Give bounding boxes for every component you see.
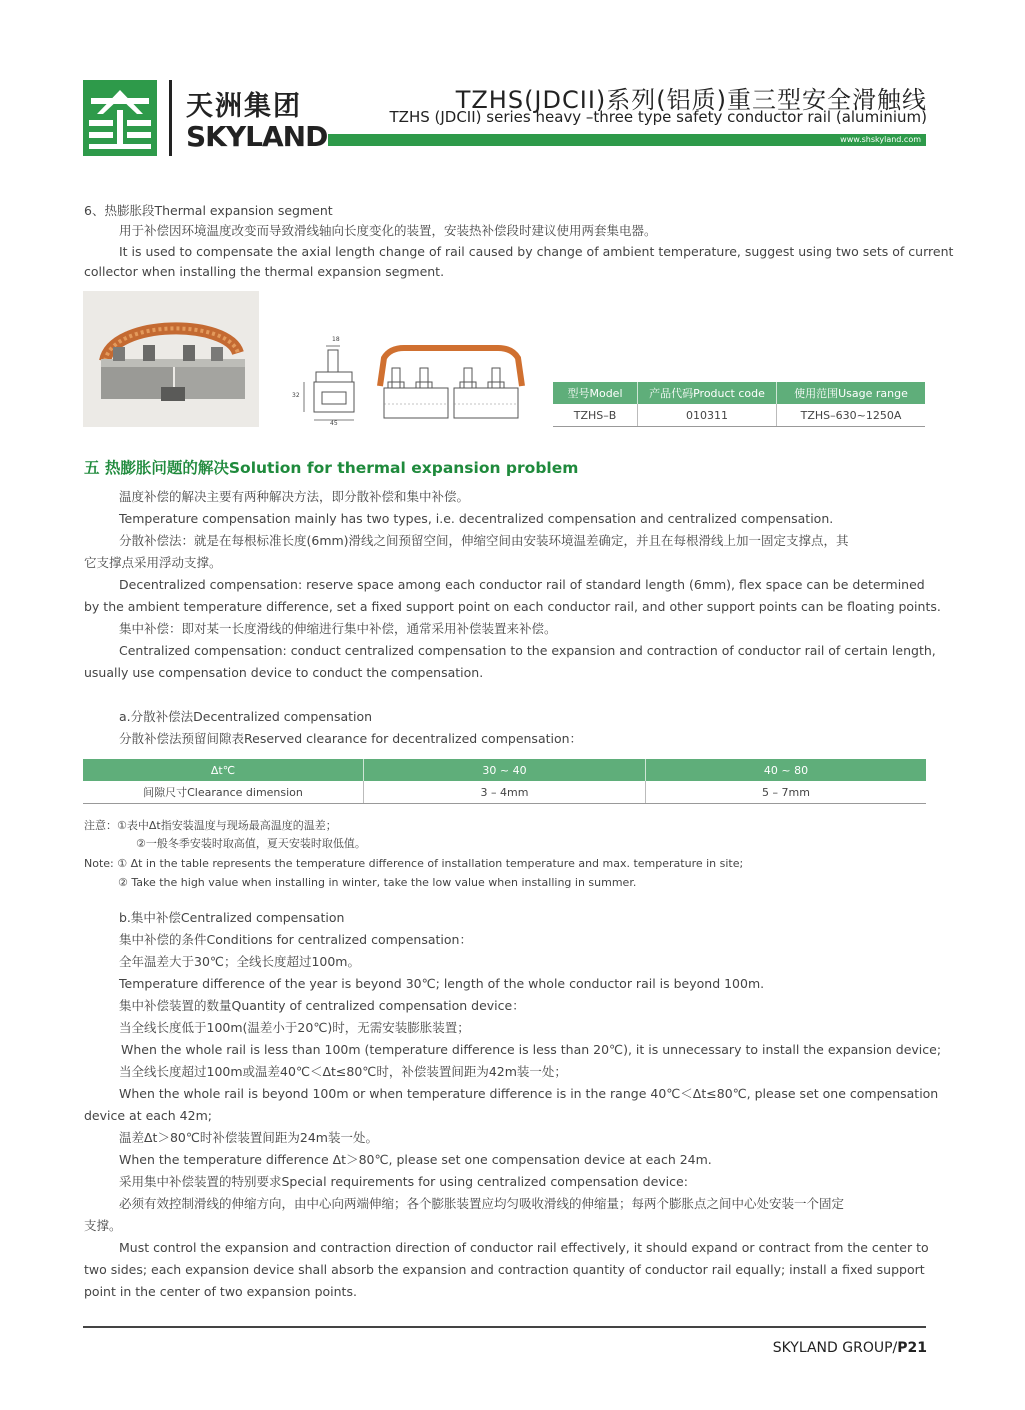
decentral-heading: a.分散补偿法Decentralized compensation	[119, 709, 373, 724]
clearance-table	[83, 759, 926, 804]
table-row	[83, 781, 926, 804]
col-usage: 使用范围Usage range	[777, 382, 926, 404]
central-l13b: two sides; each expansion device shall absorb the expansion and contraction quantity of conductor rail equally; install a fixed support	[84, 1262, 925, 1277]
product-photo	[83, 291, 259, 427]
s5-p2-cn-a: 分散补偿法：就是在每根标准长度(6mm)滑线之间预留空间，伸缩空间由安装环境温差确定，并且在每根滑线上加一固定支撑点，其	[119, 533, 849, 548]
central-l7: 当全线长度超过100m或温差40℃＜Δt≤80℃时，补偿装置间距为42m装一处；	[119, 1064, 567, 1079]
central-l12a: 必须有效控制滑线的伸缩方向，由中心向两端伸缩；各个膨胀装置应均匀吸收滑线的伸缩量；每两个膨胀点之间中心处安装一个固定	[119, 1196, 845, 1211]
central-l12b: 支撑。	[84, 1218, 122, 1233]
central-l13c: point in the center of two expansion points.	[84, 1284, 357, 1299]
note-cn-1: 注意：①表中Δt指安装温度与现场最高温度的温差；	[84, 819, 337, 832]
central-l1: 集中补偿的条件Conditions for centralized compensation：	[119, 932, 472, 947]
product-table	[553, 382, 925, 427]
decentral-caption: 分散补偿法预留间隙表Reserved clearance for decentralized compensation：	[119, 731, 583, 746]
cell-clearance-1: 3 – 4mm	[364, 781, 646, 804]
col-30-40: 30 ~ 40	[364, 759, 646, 781]
central-l5: 当全线长度低于100m(温差小于20℃)时，无需安装膨胀装置；	[119, 1020, 470, 1035]
s5-p1-cn: 温度补偿的解决主要有两种解决方法，即分散补偿和集中补偿。	[119, 489, 470, 504]
page-number: P21	[897, 1340, 927, 1356]
central-l6: When the whole rail is less than 100m (temperature difference is less than 20℃), it is unnecessary to install the expansion device;	[121, 1042, 942, 1057]
footer-divider	[83, 1326, 926, 1328]
col-delta-t: Δt℃	[83, 759, 364, 781]
cell-clearance-label: 间隙尺寸Clearance dimension	[83, 781, 364, 804]
thermal-desc-en-2: collector when installing the thermal expansion segment.	[84, 264, 445, 279]
central-heading: b.集中补偿Centralized compensation	[119, 910, 345, 925]
side-view-drawing	[374, 338, 528, 424]
central-l13a: Must control the expansion and contraction direction of conductor rail effectively, it should expand or contract from the center to	[119, 1240, 929, 1255]
central-l11: 采用集中补偿装置的特别要求Special requirements for using centralized compensation device:	[119, 1174, 688, 1189]
cell-code: 010311	[638, 404, 777, 427]
footer	[773, 1340, 927, 1356]
thermal-desc-cn: 用于补偿因环境温度改变而导致滑线轴向长度变化的装置，安装热补偿段时建议使用两套集电器。	[119, 223, 657, 238]
s5-p3-en-b: usually use compensation device to conduct the compensation.	[84, 665, 484, 680]
logo-divider	[169, 80, 172, 156]
central-l3: Temperature difference of the year is beyond 30℃; length of the whole conductor rail is beyond 100m.	[119, 976, 765, 991]
col-40-80: 40 ~ 80	[646, 759, 927, 781]
dim-bottom: 45	[330, 420, 338, 427]
cell-usage: TZHS–630~1250A	[777, 404, 926, 427]
dim-top: 18	[332, 336, 340, 343]
thermal-heading: 6、热膨胀段Thermal expansion segment	[84, 203, 333, 218]
cell-clearance-2: 5 – 7mm	[646, 781, 927, 804]
thermal-desc-en-1: It is used to compensate the axial length change of rail caused by change of ambient temperature, suggest using two sets of current	[119, 244, 954, 259]
col-model: 型号Model	[553, 382, 638, 404]
page-title-en: TZHS (JDCII) series heavy –three type safety conductor rail (aluminium)	[389, 108, 927, 126]
website-url[interactable]: www.shskyland.com	[840, 135, 921, 144]
footer-group: SKYLAND GROUP/	[772, 1340, 898, 1356]
central-l8a: When the whole rail is beyond 100m or when temperature difference is in the range 40℃＜Δt≤80℃, please set one compensation	[119, 1086, 939, 1101]
s5-p3-cn: 集中补偿：即对某一长度滑线的伸缩进行集中补偿，通常采用补偿装置来补偿。	[119, 621, 557, 636]
brand-name-en: SKYLAND	[186, 120, 328, 153]
header-bar	[328, 134, 926, 146]
s5-p1-en: Temperature compensation mainly has two types, i.e. decentralized compensation and centralized compensation.	[119, 511, 834, 526]
central-l10: When the temperature difference Δt＞80℃, please set one compensation device at each 24m.	[119, 1152, 712, 1167]
section-title: 五 热膨胀问题的解决Solution for thermal expansion problem	[84, 459, 579, 477]
page-title-cn: TZHS(JDCII)系列(铝质)重三型安全滑触线	[455, 86, 927, 114]
s5-p2-en-a: Decentralized compensation: reserve space among each conductor rail of standard length (6mm), flex space can be determined	[119, 577, 925, 592]
central-l8b: device at each 42m;	[84, 1108, 212, 1123]
table-row	[553, 404, 925, 427]
central-l9: 温差Δt＞80℃时补偿装置间距为24m装一处。	[119, 1130, 378, 1145]
s5-p2-en-b: by the ambient temperature difference, set a fixed support point on each conductor rail, and other support points can be floating points.	[84, 599, 941, 614]
cell-model: TZHS–B	[553, 404, 638, 427]
note-en-1: Note: ① Δt in the table represents the temperature difference of installation temperature and max. temperature in site;	[84, 857, 744, 870]
brand-name-cn: 天洲集团	[186, 91, 302, 122]
dim-side: 32	[292, 392, 300, 399]
note-cn-2: ②一般冬季安装时取高值，夏天安装时取低值。	[136, 837, 366, 850]
s5-p3-en-a: Centralized compensation: conduct centralized compensation to the expansion and contraction of conductor rail of certain length,	[119, 643, 936, 658]
s5-p2-cn-b: 它支撑点采用浮动支撑。	[84, 555, 222, 570]
col-code: 产品代码Product code	[638, 382, 777, 404]
central-l2: 全年温差大于30℃；全线长度超过100m。	[119, 954, 360, 969]
cross-section-drawing	[288, 336, 364, 430]
note-en-2: ② Take the high value when installing in winter, take the low value when installing in summer.	[118, 876, 637, 889]
central-l4: 集中补偿装置的数量Quantity of centralized compensation device：	[119, 998, 525, 1013]
skyland-logo-icon	[83, 80, 157, 156]
